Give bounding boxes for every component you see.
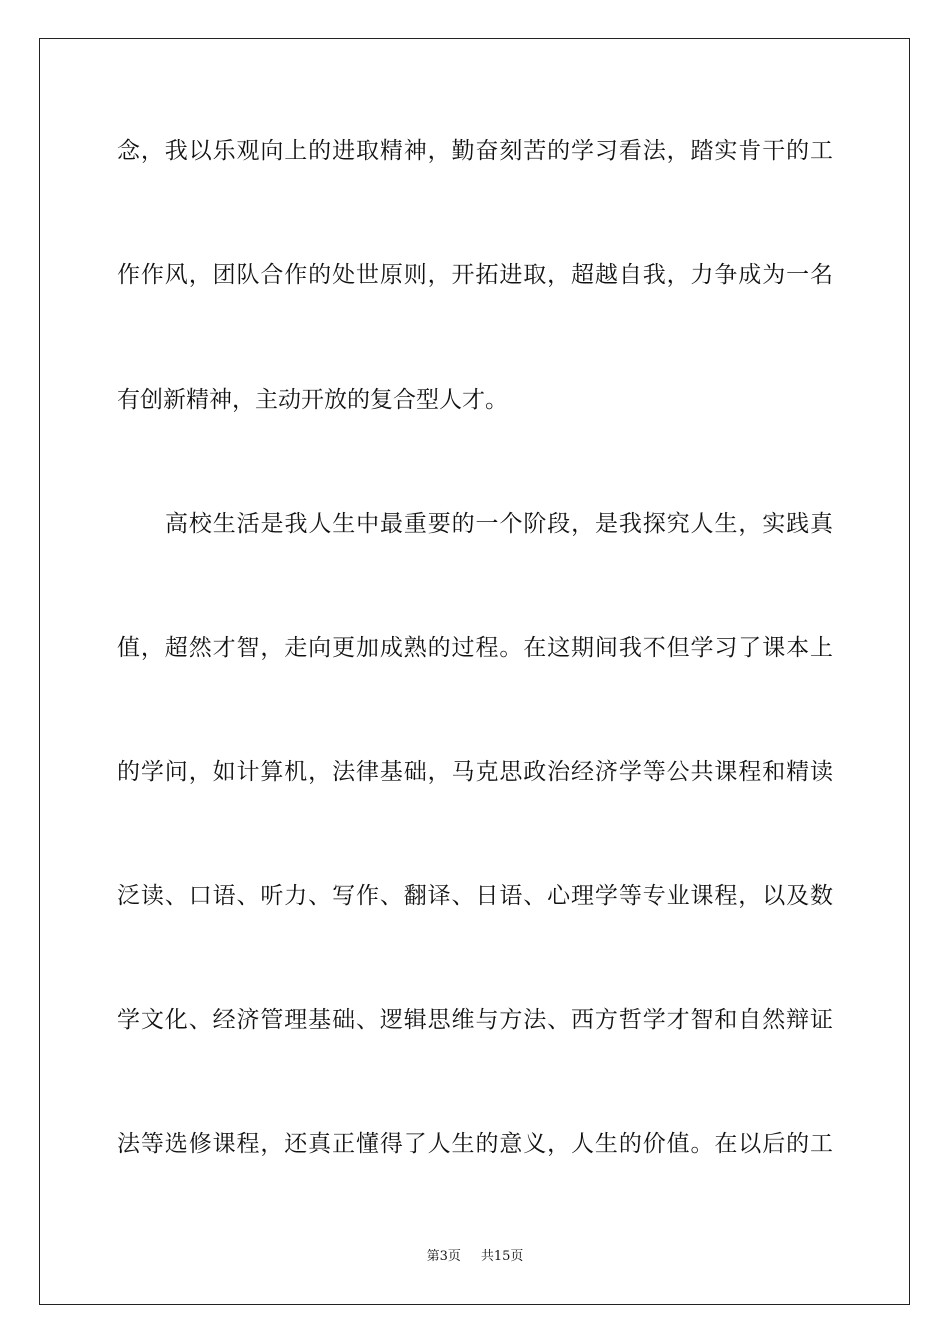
body-line-9: 法等选修课程，还真正懂得了人生的意义，人生的价值。在以后的工 [117, 1131, 833, 1157]
body-line-5: 值，超然才智，走向更加成熟的过程。在这期间我不但学习了课本上 [117, 635, 833, 661]
page-total: 共15页 [480, 1249, 524, 1264]
body-line-7: 泛读、口语、听力、写作、翻译、日语、心理学等专业课程，以及数 [117, 883, 833, 909]
body-line-1: 念，我以乐观向上的进取精神，勤奋刻苦的学习看法，踏实肯干的工 [117, 138, 833, 164]
body-line-6: 的学问，如计算机，法律基础，马克思政治经济学等公共课程和精读 [117, 759, 833, 785]
body-line-2: 作作风，团队合作的处世原则，开拓进取，超越自我，力争成为一名 [117, 262, 833, 288]
page-border [39, 38, 910, 1305]
page-number: 第3页 [426, 1249, 461, 1264]
body-line-8: 学文化、经济管理基础、逻辑思维与方法、西方哲学才智和自然辩证 [117, 1007, 833, 1033]
body-line-4: 高校生活是我人生中最重要的一个阶段，是我探究人生，实践真 [165, 511, 833, 537]
body-line-3: 有创新精神，主动开放的复合型人才。 [117, 387, 508, 413]
page-footer [0, 1248, 950, 1266]
